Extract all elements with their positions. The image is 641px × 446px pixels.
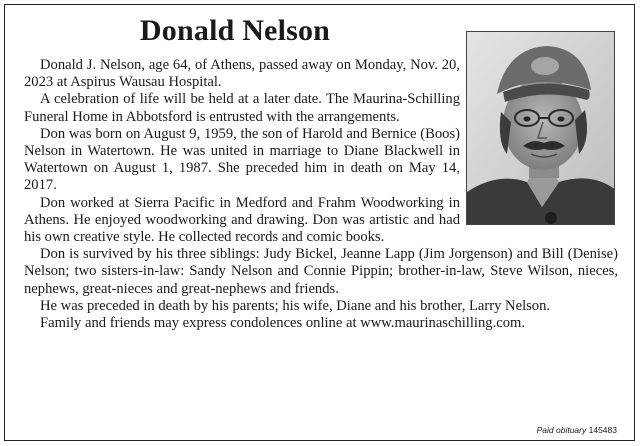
- paragraph-preceded-by: He was preceded in death by his parents; his wife, Diane and his brother, Larry Nelson.: [40, 297, 551, 314]
- paragraph-survived-by: Don is survived by his three siblings: Judy Bickel, Jeanne Lapp (Jim Jorgenson) and Bill (Denise) Nelson; two sisters-in-law: Sandy Nelson and Connie Pippin; brother-in-law, Steve Wilson, nieces, nephews, great-nieces and great-nephews and friends.: [24, 246, 618, 297]
- paragraph-birth-marriage: Don was born on August 9, 1959, the son of Harold and Bernice (Boos) Nelson in Watertown. He was united in marriage to Diane Blackwell in Watertown on August 1, 1987. She preceded him in death on May 14, 2017.: [24, 125, 460, 194]
- photo-wrap-spacer: [460, 57, 618, 240]
- paragraph-work-hobbies: Don worked at Sierra Pacific in Medford and Frahm Woodworking in Athens. He enjoyed woodworking and drawing. Don was artistic and had his own creative style. He collected records and comic books.: [24, 194, 460, 246]
- paid-obituary-tag: [537, 425, 617, 435]
- paragraph-celebration: A celebration of life will be held at a later date. The Maurina-Schilling Funeral Home in Abbotsford is entrusted with the arrangements.: [24, 91, 460, 125]
- obituary-body: [24, 57, 618, 332]
- ad-number: 145483: [588, 425, 617, 435]
- paragraph-death-notice: Donald J. Nelson, age 64, of Athens, passed away on Monday, Nov. 20, 2023 at Aspirus Wausau Hospital.: [24, 57, 460, 91]
- paragraph-condolences: Family and friends may express condolences online at www.maurinaschilling.com.: [40, 315, 525, 332]
- paid-obituary-label: Paid obituary: [536, 425, 587, 435]
- obituary-title: Donald Nelson: [139, 14, 331, 47]
